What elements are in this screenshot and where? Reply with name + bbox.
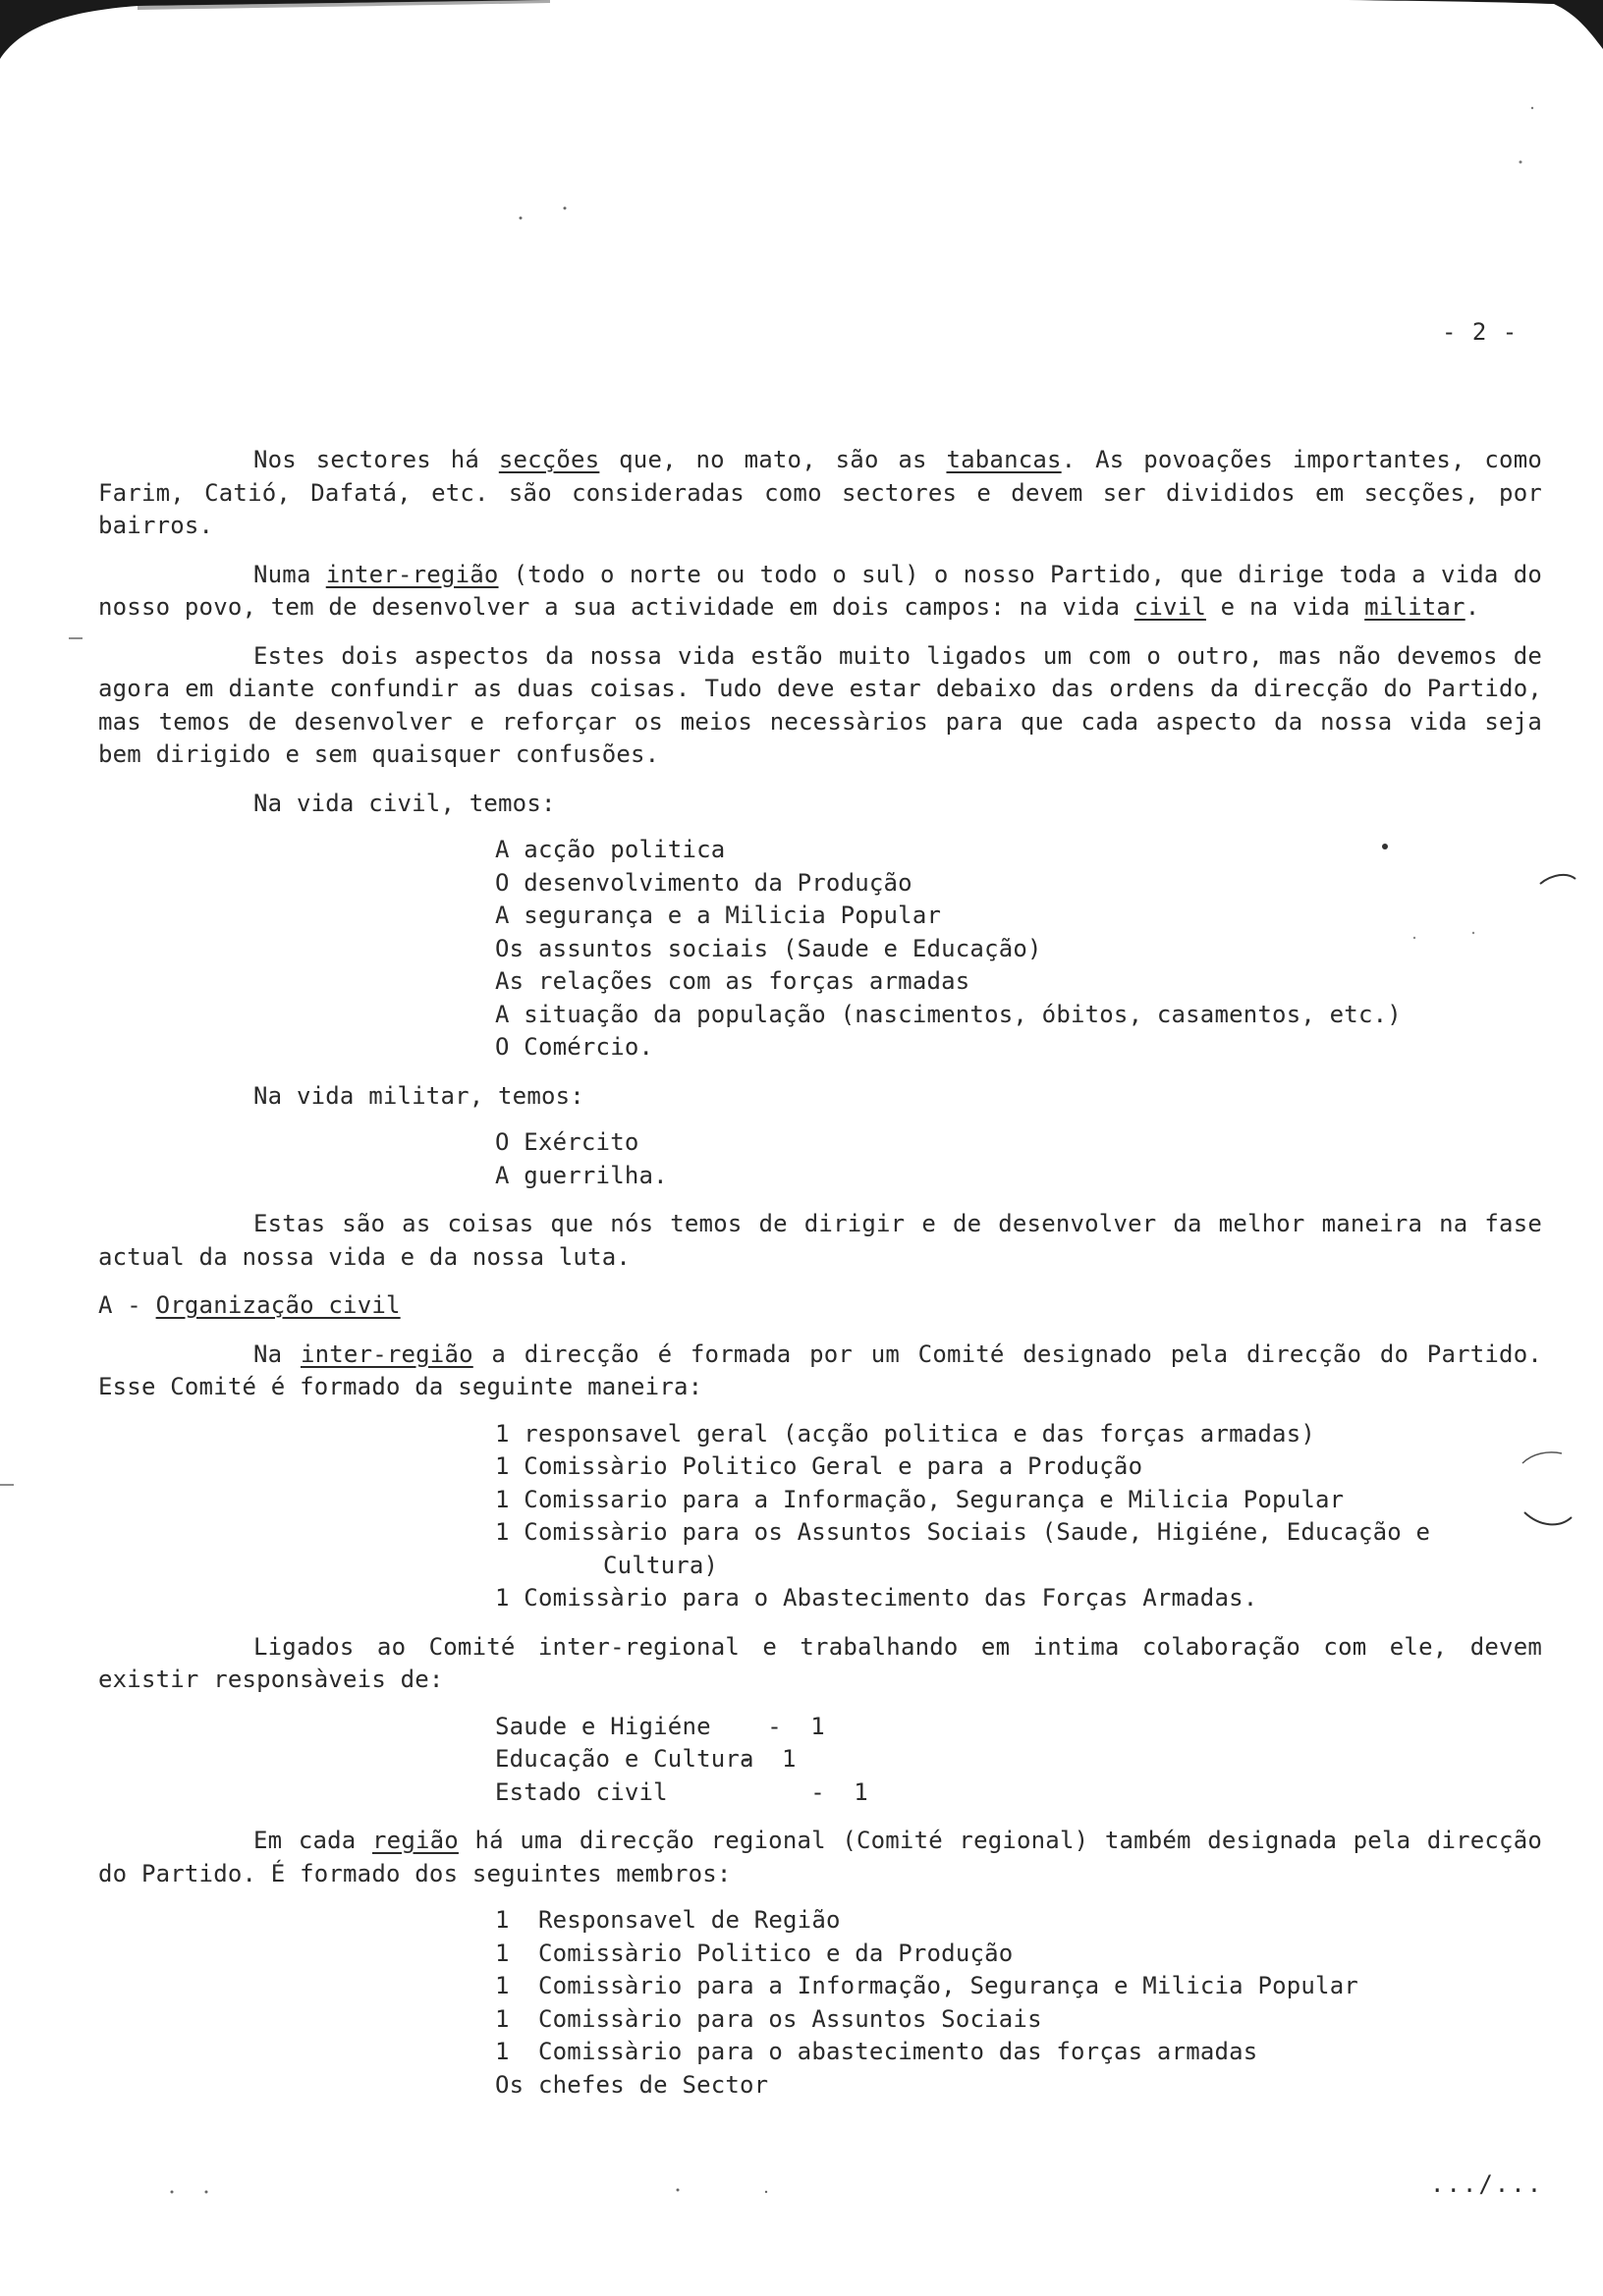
list-item: 1 responsavel geral (acção politica e das forças armadas) [495, 1419, 1316, 1448]
underlined-term: inter-região [325, 560, 499, 588]
paragraph-vida-civil: Na vida civil, temos: [253, 789, 556, 817]
list-item: 1 Comissàrio Politico Geral e para a Produção [495, 1452, 1143, 1480]
text-run: Nos sectores há [253, 446, 499, 473]
paragraph-vida-militar: Na vida militar, temos: [253, 1081, 584, 1110]
text-run: . As povoações importantes, como Farim, Catió, Dafatá, etc. são consideradas como sectores e devem ser divididos em secções, por bairros. [98, 446, 1542, 539]
item-text: Comissàrio para os Assuntos Sociais [538, 2004, 1042, 2033]
regional-committee-list [495, 1904, 1542, 2102]
table-value: - 1 [739, 1712, 825, 1740]
list-item: 1 Comissàrio para o Abastecimento das Forças Armadas. [495, 1584, 1258, 1612]
text-run: que, no mato, são as [599, 446, 947, 473]
civil-life-list [495, 834, 1542, 1065]
responsible-table [495, 1711, 1542, 1810]
scan-edge-top-left [0, 0, 609, 59]
list-item: Os assuntos sociais (Saude e Educação) [495, 934, 1042, 962]
table-row [495, 1777, 1542, 1810]
item-text: Responsavel de Região [538, 1906, 841, 1934]
item-text: 1 Comissàrio para os Assuntos Sociais (Saude, Higiéne, Educação e [495, 1518, 1431, 1546]
text-run: Numa [253, 560, 326, 588]
paragraph-sectores [98, 444, 1542, 543]
item-text: Comissàrio Politico e da Produção [538, 1939, 1014, 1967]
text-run: a direcção é formada por um Comité designado pela direcção do Partido. Esse Comité é formado da seguinte maneira: [98, 1339, 1542, 1400]
list-item [495, 1970, 1542, 2003]
page-number: - 2 - [1442, 318, 1519, 346]
list-item: As relações com as forças armadas [495, 967, 970, 995]
underlined-term: militar [1364, 593, 1465, 621]
list-item [495, 2069, 1542, 2103]
item-text: Os chefes de Sector [495, 2070, 769, 2099]
item-number: 1 [495, 2038, 510, 2065]
continuation-mark: .../... [1430, 2170, 1544, 2198]
text-run: (todo o norte ou todo o sul) o nosso Partido, que dirige toda a vida do nosso povo, tem de desenvolver a sua actividade em dois campos: na vida [98, 560, 1542, 621]
paragraph-ligados: Ligados ao Comité inter-regional e trabalhando em intima colaboração com ele, devem existir responsàveis de: [98, 1632, 1542, 1693]
item-number: 1 [495, 2004, 510, 2033]
underlined-term: tabancas [946, 446, 1062, 473]
paragraph-comite [98, 1339, 1542, 1404]
list-item: A acção politica [495, 836, 726, 863]
table-value: - 1 [739, 1745, 797, 1773]
document-body [98, 444, 1542, 2117]
text-run: Em cada [253, 1827, 373, 1854]
list-item [495, 1938, 1542, 1971]
underlined-term: civil [1133, 593, 1206, 621]
table-label: Saude e Higiéne [495, 1712, 711, 1740]
underlined-term: região [372, 1827, 459, 1854]
table-value: - 1 [739, 1777, 868, 1806]
list-item: A situação da população (nascimentos, óbitos, casamentos, etc.) [495, 1000, 1402, 1028]
list-item [495, 1516, 1542, 1582]
table-row [495, 1711, 1542, 1744]
list-item: A segurança e a Milicia Popular [495, 902, 942, 929]
scan-edge-top-right [1348, 0, 1603, 59]
paragraph-estas-sao: Estas são as coisas que nós temos de dirigir e de desenvolver da melhor maneira na fase actual da nossa vida e da nossa luta. [98, 1210, 1542, 1271]
section-heading [98, 1289, 1542, 1323]
heading-title: Organização civil [155, 1291, 401, 1319]
table-label: Estado civil [495, 1777, 668, 1806]
item-text: Comissàrio para o abastecimento das forças armadas [538, 2038, 1258, 2065]
list-item: 1 Comissario para a Informação, Segurança e Milicia Popular [495, 1485, 1345, 1513]
military-life-list [495, 1126, 1542, 1192]
item-number: 1 [495, 1906, 510, 1934]
text-run: Na [253, 1339, 301, 1368]
table-label: Educação e Cultura [495, 1745, 754, 1773]
list-item: O desenvolvimento da Produção [495, 868, 912, 897]
committee-list [495, 1418, 1542, 1615]
paragraph-dois-aspectos: Estes dois aspectos da nossa vida estão muito ligados um com o outro, mas não devemos de agora em diante confundir as duas coisas. Tudo deve estar debaixo das ordens da direcção do Partido, mas temos de desenvolver e reforçar os meios necessàrios para que cada aspecto da nossa vida seja bem dirigido e sem quaisquer confusões. [98, 641, 1542, 768]
text-run: e na vida [1206, 593, 1365, 621]
item-continuation: Cultura) [603, 1551, 719, 1579]
table-row [495, 1743, 1542, 1777]
underlined-term: inter-região [300, 1339, 473, 1368]
heading-prefix: A - [98, 1291, 156, 1319]
item-number: 1 [495, 1972, 510, 1999]
underlined-term: secções [498, 446, 600, 473]
item-number: 1 [495, 1939, 510, 1967]
list-item [495, 2036, 1542, 2069]
list-item: O Exército [495, 1128, 639, 1156]
paragraph-regiao [98, 1825, 1542, 1890]
list-item: A guerrilha. [495, 1161, 668, 1189]
list-item: O Comércio. [495, 1033, 654, 1061]
paragraph-inter-regiao [98, 559, 1542, 625]
list-item [495, 2003, 1542, 2037]
text-run: . [1465, 593, 1480, 621]
text-run: há uma direcção regional (Comité regional) também designada pela direcção do Partido. É formado dos seguintes membros: [98, 1827, 1543, 1887]
item-text: Comissàrio para a Informação, Segurança e Milicia Popular [538, 1972, 1359, 1999]
list-item [495, 1904, 1542, 1938]
